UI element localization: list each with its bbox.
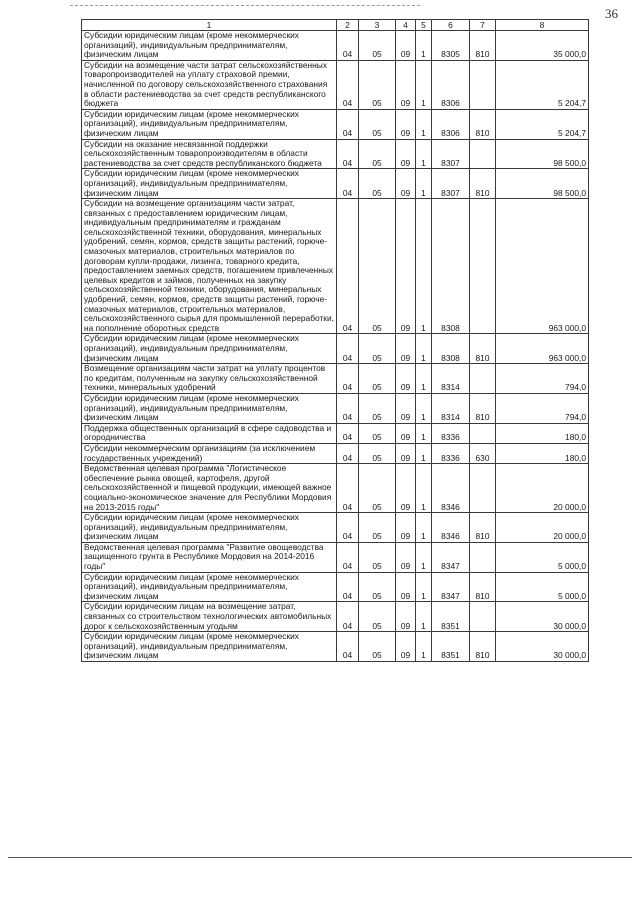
code-cell: 1 bbox=[416, 139, 432, 169]
code-cell: 1 bbox=[416, 542, 432, 572]
code-cell: 04 bbox=[337, 169, 359, 199]
code-cell: 04 bbox=[337, 572, 359, 602]
code-cell: 810 bbox=[470, 109, 496, 139]
code-cell: 09 bbox=[396, 334, 416, 364]
code-cell: 8351 bbox=[432, 602, 470, 632]
code-cell: 09 bbox=[396, 513, 416, 543]
amount-cell: 180,0 bbox=[496, 423, 589, 443]
header-cell: 2 bbox=[337, 20, 359, 31]
table-row bbox=[82, 139, 589, 169]
code-cell: 630 bbox=[470, 443, 496, 463]
code-cell: 1 bbox=[416, 60, 432, 109]
code-cell: 8336 bbox=[432, 443, 470, 463]
code-cell bbox=[470, 60, 496, 109]
code-cell: 04 bbox=[337, 60, 359, 109]
code-cell: 1 bbox=[416, 464, 432, 513]
table-row bbox=[82, 542, 589, 572]
code-cell: 09 bbox=[396, 464, 416, 513]
code-cell: 05 bbox=[359, 464, 396, 513]
amount-cell: 35 000,0 bbox=[496, 31, 589, 61]
code-cell: 05 bbox=[359, 169, 396, 199]
code-cell: 8347 bbox=[432, 572, 470, 602]
row-name-cell: Субсидии на возмещение организациям части затрат, связанных с предоставлением юридическим лицам, индивидуальным предпринимателям и гражданам сельскохозяйственной техники, оборудования, минеральных удобрений, семян, кормов, средств защиты растений, горюче-смазочных материалов, строительных материалов по договорам купли-продажи, лизинга, товарного кредита, предоставлением заемных средств, погашением привлеченных целевых кредитов и займов, полученных на закупку сельскохозяйственной техники, оборудования, минеральных удобрений, семян, кормов, средств защиты растений, горюче-смазочных материалов, строительных материалов, сельскохозяйственного сырья для промышленной переработки, на пополнение оборотных средств bbox=[82, 199, 337, 334]
code-cell: 09 bbox=[396, 199, 416, 334]
row-name-cell: Ведомственная целевая программа "Логистическое обеспечение рынка овощей, картофеля, другой сельскохозяйственной и пищевой продукции, имеющей важное социально-экономическое значение для Республики Мордовия на 2013-2015 годы" bbox=[82, 464, 337, 513]
code-cell: 8347 bbox=[432, 542, 470, 572]
code-cell bbox=[470, 199, 496, 334]
code-cell: 04 bbox=[337, 602, 359, 632]
code-cell: 8306 bbox=[432, 60, 470, 109]
code-cell: 04 bbox=[337, 632, 359, 662]
code-cell: 8314 bbox=[432, 364, 470, 394]
amount-cell: 5 204,7 bbox=[496, 109, 589, 139]
row-name-cell: Возмещение организациям части затрат на уплату процентов по кредитам, полученным на закупку сельскохозяйственной техники, минеральных удобрений bbox=[82, 364, 337, 394]
code-cell: 09 bbox=[396, 364, 416, 394]
code-cell: 810 bbox=[470, 632, 496, 662]
code-cell: 8307 bbox=[432, 139, 470, 169]
table-row bbox=[82, 572, 589, 602]
code-cell: 05 bbox=[359, 60, 396, 109]
code-cell: 09 bbox=[396, 423, 416, 443]
code-cell: 09 bbox=[396, 393, 416, 423]
code-cell: 09 bbox=[396, 60, 416, 109]
amount-cell: 98 500,0 bbox=[496, 139, 589, 169]
code-cell: 04 bbox=[337, 393, 359, 423]
table-row bbox=[82, 334, 589, 364]
table-row bbox=[82, 31, 589, 61]
code-cell: 8307 bbox=[432, 169, 470, 199]
row-name-cell: Субсидии на возмещение части затрат сельскохозяйственных товаропроизводителей на уплату страховой премии, начисленной по договору сельскохозяйственного страхования в области растениеводства за счет средств республиканского бюджета bbox=[82, 60, 337, 109]
amount-cell: 30 000,0 bbox=[496, 602, 589, 632]
code-cell bbox=[470, 364, 496, 394]
code-cell bbox=[470, 139, 496, 169]
code-cell: 04 bbox=[337, 334, 359, 364]
code-cell: 05 bbox=[359, 334, 396, 364]
code-cell: 09 bbox=[396, 169, 416, 199]
code-cell: 04 bbox=[337, 109, 359, 139]
code-cell: 810 bbox=[470, 31, 496, 61]
row-name-cell: Субсидии юридическим лицам (кроме некоммерческих организаций), индивидуальным предпринимателям, физическим лицам bbox=[82, 109, 337, 139]
row-name-cell: Субсидии юридическим лицам (кроме некоммерческих организаций), индивидуальным предпринимателям, физическим лицам bbox=[82, 169, 337, 199]
code-cell: 05 bbox=[359, 542, 396, 572]
code-cell: 05 bbox=[359, 139, 396, 169]
code-cell: 09 bbox=[396, 109, 416, 139]
row-name-cell: Ведомственная целевая программа "Развитие овощеводства защищенного грунта в Республике Мордовия на 2014-2016 годы" bbox=[82, 542, 337, 572]
code-cell: 04 bbox=[337, 139, 359, 169]
code-cell: 8351 bbox=[432, 632, 470, 662]
table-row bbox=[82, 464, 589, 513]
code-cell: 09 bbox=[396, 632, 416, 662]
code-cell: 1 bbox=[416, 169, 432, 199]
header-row bbox=[82, 20, 589, 31]
header-cell: 5 bbox=[416, 20, 432, 31]
table-row bbox=[82, 443, 589, 463]
row-name-cell: Субсидии юридическим лицам (кроме некоммерческих организаций), индивидуальным предпринимателям, физическим лицам bbox=[82, 632, 337, 662]
row-name-cell: Субсидии некоммерческим организациям (за исключением государственных учреждений) bbox=[82, 443, 337, 463]
header-cell: 7 bbox=[470, 20, 496, 31]
code-cell: 05 bbox=[359, 364, 396, 394]
header-cell: 4 bbox=[396, 20, 416, 31]
amount-cell: 5 000,0 bbox=[496, 572, 589, 602]
table-row bbox=[82, 199, 589, 334]
code-cell: 8314 bbox=[432, 393, 470, 423]
table-row bbox=[82, 632, 589, 662]
code-cell: 09 bbox=[396, 31, 416, 61]
code-cell: 04 bbox=[337, 464, 359, 513]
table-row bbox=[82, 513, 589, 543]
code-cell: 05 bbox=[359, 393, 396, 423]
code-cell: 810 bbox=[470, 513, 496, 543]
table-row bbox=[82, 423, 589, 443]
code-cell: 1 bbox=[416, 393, 432, 423]
code-cell: 04 bbox=[337, 513, 359, 543]
header-cell: 1 bbox=[82, 20, 337, 31]
code-cell: 1 bbox=[416, 443, 432, 463]
code-cell: 04 bbox=[337, 364, 359, 394]
amount-cell: 794,0 bbox=[496, 393, 589, 423]
code-cell: 04 bbox=[337, 199, 359, 334]
amount-cell: 20 000,0 bbox=[496, 513, 589, 543]
row-name-cell: Субсидии юридическим лицам (кроме некоммерческих организаций), индивидуальным предпринимателям, физическим лицам bbox=[82, 393, 337, 423]
code-cell: 1 bbox=[416, 572, 432, 602]
table-row bbox=[82, 602, 589, 632]
code-cell: 8346 bbox=[432, 464, 470, 513]
amount-cell: 963 000,0 bbox=[496, 199, 589, 334]
code-cell bbox=[470, 542, 496, 572]
code-cell bbox=[470, 602, 496, 632]
code-cell: 1 bbox=[416, 31, 432, 61]
top-scan-rule bbox=[70, 5, 420, 6]
code-cell: 05 bbox=[359, 513, 396, 543]
row-name-cell: Субсидии юридическим лицам (кроме некоммерческих организаций), индивидуальным предпринимателям, физическим лицам bbox=[82, 572, 337, 602]
amount-cell: 30 000,0 bbox=[496, 632, 589, 662]
code-cell: 04 bbox=[337, 443, 359, 463]
header-cell: 6 bbox=[432, 20, 470, 31]
amount-cell: 5 000,0 bbox=[496, 542, 589, 572]
code-cell: 8308 bbox=[432, 199, 470, 334]
table-row bbox=[82, 393, 589, 423]
code-cell bbox=[470, 464, 496, 513]
code-cell: 8306 bbox=[432, 109, 470, 139]
code-cell: 09 bbox=[396, 542, 416, 572]
code-cell: 05 bbox=[359, 572, 396, 602]
page-number: 36 bbox=[605, 6, 618, 21]
row-name-cell: Субсидии на оказание несвязанной поддержки сельскохозяйственным товаропроизводителям в области растениеводства за счет средств республиканского бюджета bbox=[82, 139, 337, 169]
code-cell: 1 bbox=[416, 632, 432, 662]
amount-cell: 20 000,0 bbox=[496, 464, 589, 513]
table-row bbox=[82, 364, 589, 394]
amount-cell: 963 000,0 bbox=[496, 334, 589, 364]
code-cell: 09 bbox=[396, 139, 416, 169]
row-name-cell: Субсидии юридическим лицам на возмещение затрат, связанных со строительством технологических автомобильных дорог к сельскохозяйственным угодьям bbox=[82, 602, 337, 632]
code-cell: 1 bbox=[416, 602, 432, 632]
code-cell: 1 bbox=[416, 334, 432, 364]
table-row bbox=[82, 169, 589, 199]
code-cell: 810 bbox=[470, 572, 496, 602]
code-cell: 05 bbox=[359, 423, 396, 443]
code-cell: 09 bbox=[396, 443, 416, 463]
code-cell: 810 bbox=[470, 334, 496, 364]
table-row bbox=[82, 109, 589, 139]
code-cell: 1 bbox=[416, 423, 432, 443]
code-cell: 04 bbox=[337, 423, 359, 443]
code-cell: 09 bbox=[396, 572, 416, 602]
table-row bbox=[82, 60, 589, 109]
amount-cell: 794,0 bbox=[496, 364, 589, 394]
header-cell: 8 bbox=[496, 20, 589, 31]
code-cell: 810 bbox=[470, 393, 496, 423]
code-cell: 04 bbox=[337, 31, 359, 61]
code-cell: 09 bbox=[396, 602, 416, 632]
budget-table bbox=[81, 19, 589, 662]
code-cell: 810 bbox=[470, 169, 496, 199]
amount-cell: 180,0 bbox=[496, 443, 589, 463]
amount-cell: 98 500,0 bbox=[496, 169, 589, 199]
code-cell: 1 bbox=[416, 109, 432, 139]
code-cell: 8308 bbox=[432, 334, 470, 364]
code-cell: 05 bbox=[359, 602, 396, 632]
amount-cell: 5 204,7 bbox=[496, 60, 589, 109]
code-cell: 05 bbox=[359, 199, 396, 334]
code-cell: 05 bbox=[359, 31, 396, 61]
code-cell: 1 bbox=[416, 199, 432, 334]
code-cell: 1 bbox=[416, 364, 432, 394]
row-name-cell: Субсидии юридическим лицам (кроме некоммерческих организаций), индивидуальным предпринимателям, физическим лицам bbox=[82, 513, 337, 543]
code-cell: 8336 bbox=[432, 423, 470, 443]
row-name-cell: Субсидии юридическим лицам (кроме некоммерческих организаций), индивидуальным предпринимателям, физическим лицам bbox=[82, 334, 337, 364]
code-cell: 04 bbox=[337, 542, 359, 572]
code-cell: 1 bbox=[416, 513, 432, 543]
code-cell: 05 bbox=[359, 632, 396, 662]
bottom-page-rule bbox=[8, 857, 632, 858]
code-cell: 05 bbox=[359, 109, 396, 139]
code-cell: 8346 bbox=[432, 513, 470, 543]
code-cell: 05 bbox=[359, 443, 396, 463]
row-name-cell: Поддержка общественных организаций в сфере садоводства и огородничества bbox=[82, 423, 337, 443]
row-name-cell: Субсидии юридическим лицам (кроме некоммерческих организаций), индивидуальным предпринимателям, физическим лицам bbox=[82, 31, 337, 61]
code-cell: 8305 bbox=[432, 31, 470, 61]
header-cell: 3 bbox=[359, 20, 396, 31]
code-cell bbox=[470, 423, 496, 443]
